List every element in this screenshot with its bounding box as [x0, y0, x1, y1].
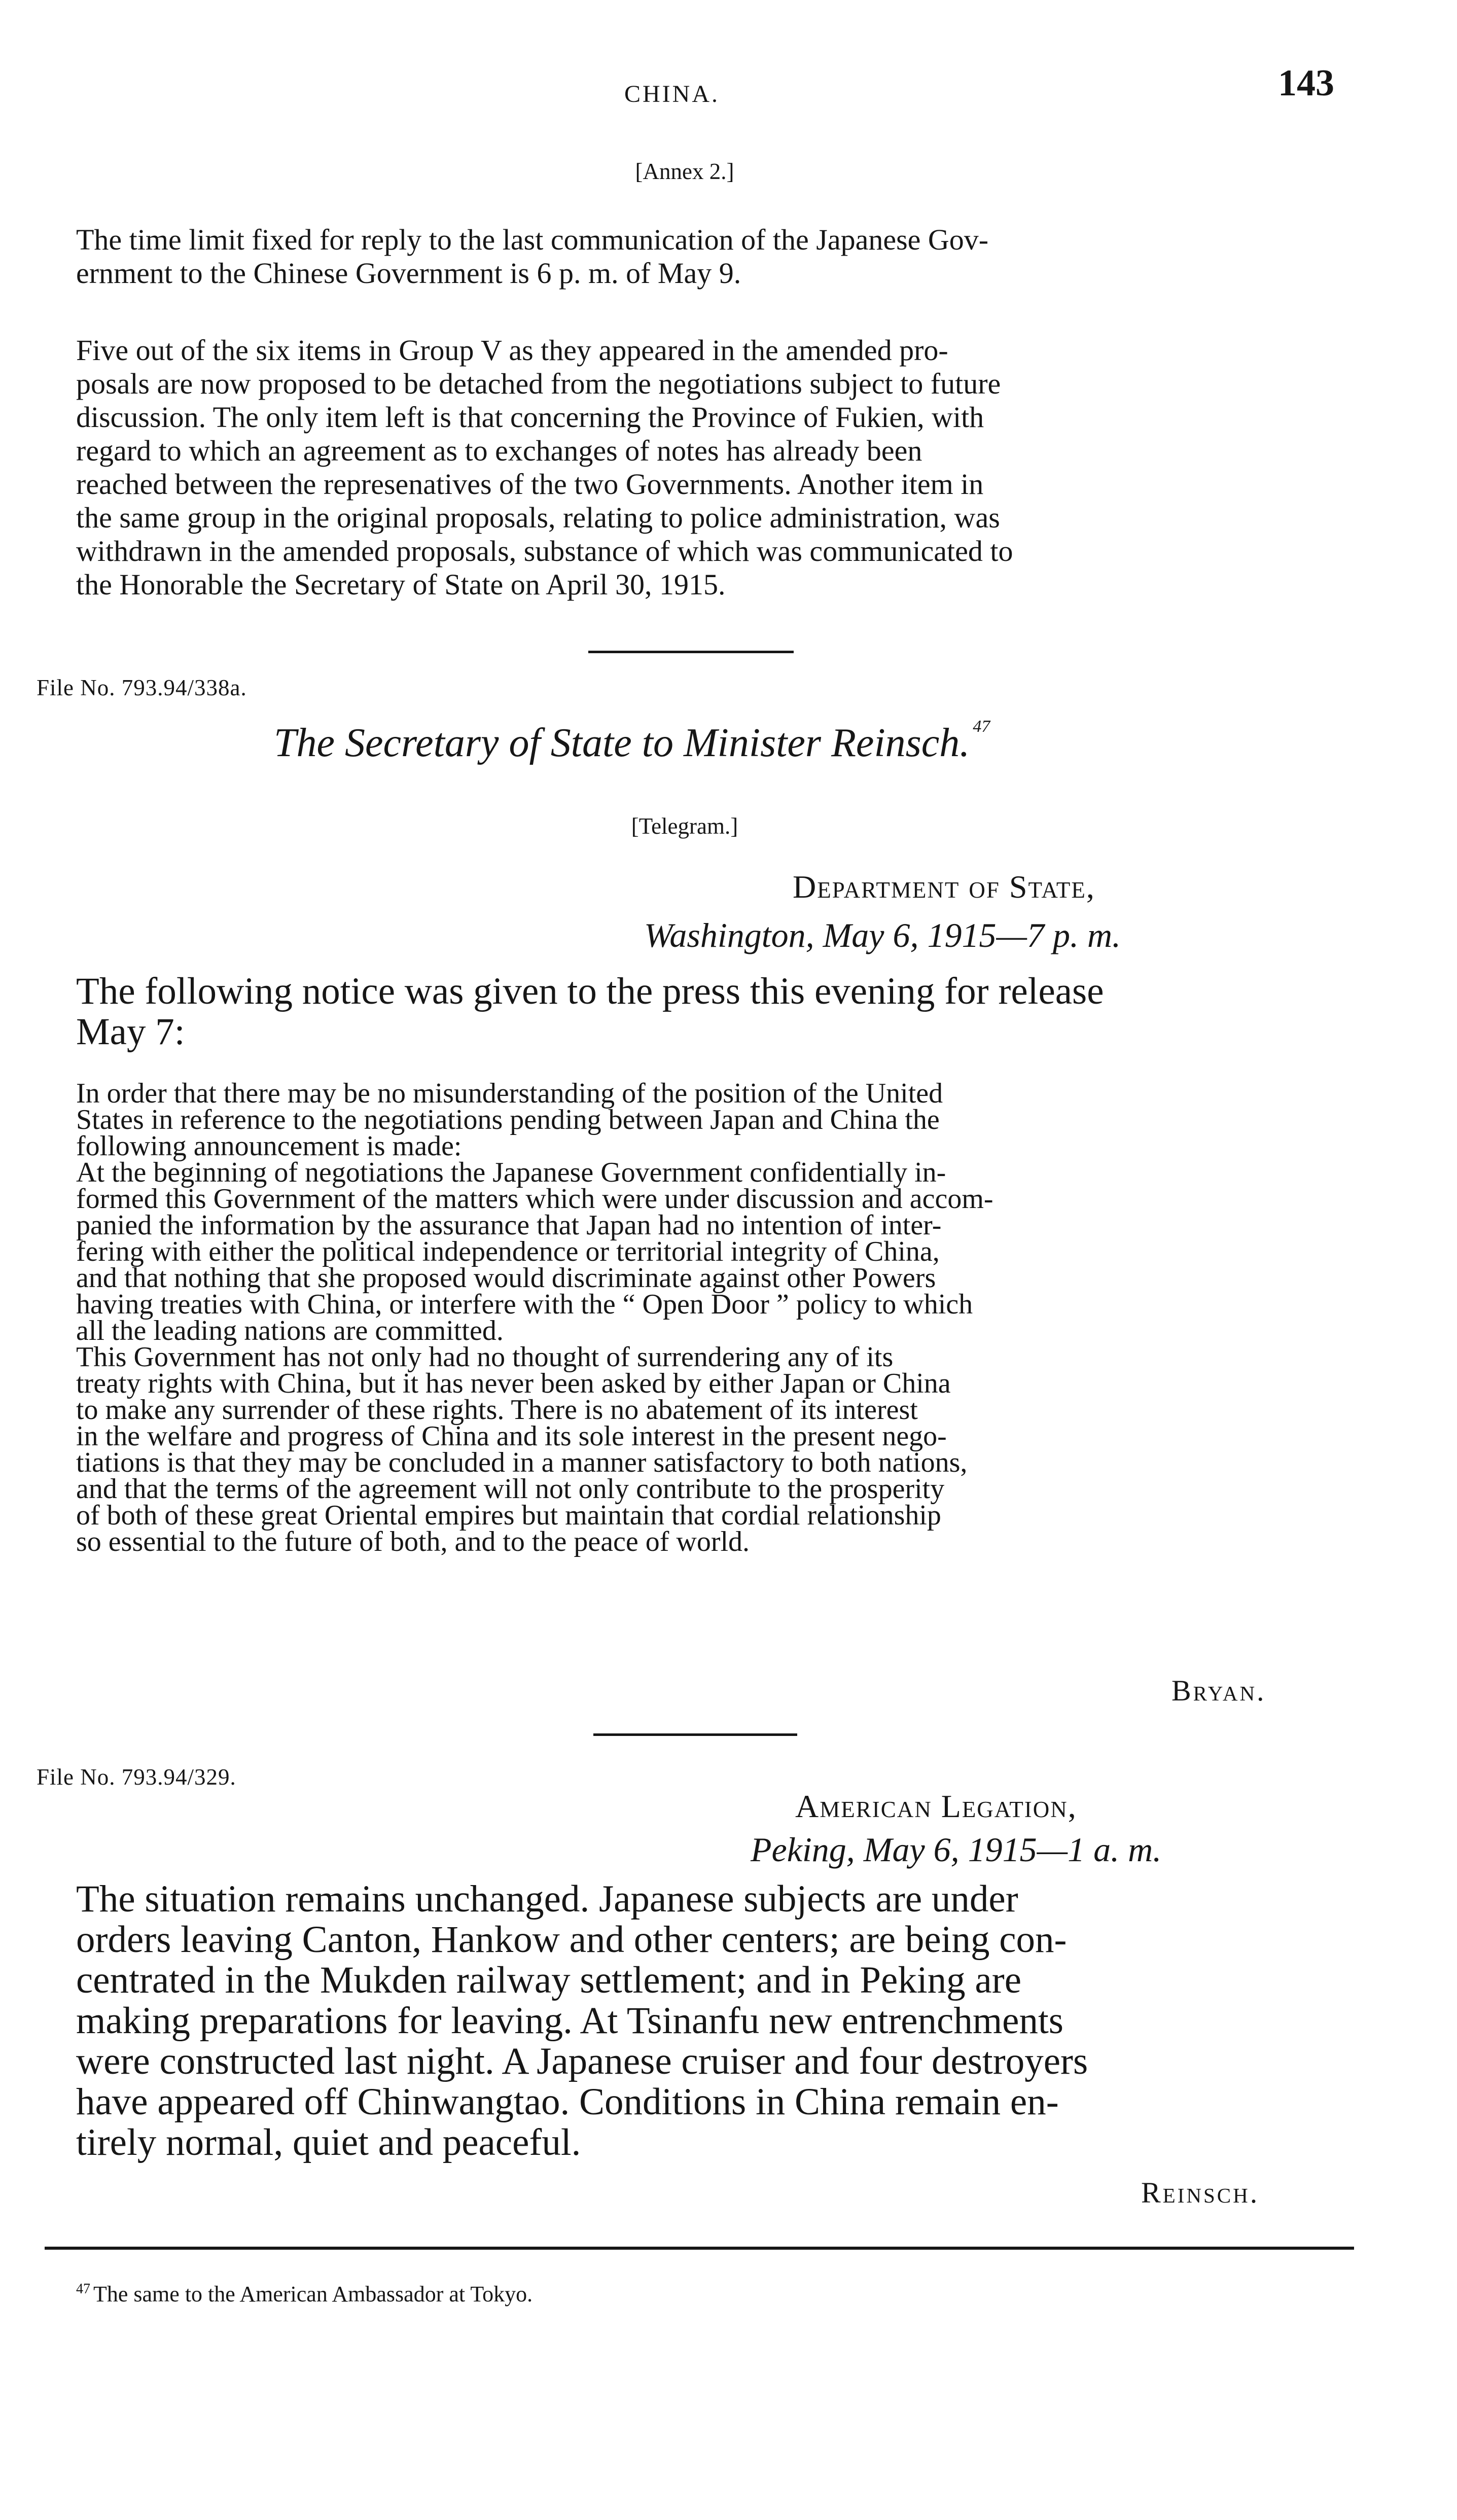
text-line: following announcement is made: — [76, 1130, 462, 1162]
annex-paragraph-2 — [76, 334, 1354, 601]
file-number: File No. 793.94/329. — [37, 1764, 236, 1790]
signature: Reinsch. — [1141, 2176, 1260, 2209]
text-line: The time limit fixed for reply to the last communication of the Japanese Gov- — [76, 223, 989, 256]
text-line: to make any surrender of these rights. There is no abatement of its interest — [76, 1394, 918, 1426]
text-line: ernment to the Chinese Government is 6 p. m. of May 9. — [76, 257, 741, 290]
text-line: formed this Government of the matters which were under discussion and accom- — [76, 1183, 993, 1215]
footnote-divider — [45, 2247, 1354, 2250]
telegram-label: [Telegram.] — [631, 813, 738, 839]
running-header: CHINA. — [624, 81, 720, 108]
text-line: the Honorable the Secretary of State on April 30, 1915. — [76, 568, 726, 601]
text-line: regard to which an agreement as to exchanges of notes has already been — [76, 434, 922, 467]
document-title-text: The Secretary of State to Minister Reinsch. — [274, 721, 970, 765]
text-line: The situation remains unchanged. Japanese subjects are under — [76, 1878, 1018, 1920]
department-heading: Department of State, — [793, 869, 1095, 905]
text-line: States in reference to the negotiations pending between Japan and China the — [76, 1104, 940, 1135]
text-line: This Government has not only had no thought of surrendering any of its — [76, 1341, 894, 1373]
text-line: May 7: — [76, 1011, 185, 1053]
footnote-mark: 47 — [76, 2281, 90, 2297]
text-line: were constructed last night. A Japanese cruiser and four destroyers — [76, 2040, 1088, 2082]
text-line: all the leading nations are committed. — [76, 1315, 504, 1346]
text-line: reached between the represenatives of the two Governments. Another item in — [76, 468, 984, 501]
signature: Bryan. — [1171, 1674, 1266, 1707]
text-line: having treaties with China, or interfere with the “ Open Door ” policy to which — [76, 1289, 973, 1320]
annex-paragraph-1 — [76, 223, 1354, 290]
text-line: tiations is that they may be concluded in a manner satisfactory to both nations, — [76, 1447, 968, 1478]
text-line: and that the terms of the agreement will not only contribute to the prosperity — [76, 1473, 945, 1505]
text-line: making preparations for leaving. At Tsinanfu new entrenchments — [76, 2000, 1063, 2042]
press-notice — [76, 1080, 1354, 1555]
telegram-body — [76, 1879, 1354, 2163]
text-line: the same group in the original proposals, relating to police administration, was — [76, 501, 1000, 534]
text-line: The following notice was given to the press this evening for release — [76, 970, 1104, 1012]
text-line: panied the information by the assurance that Japan had no intention of inter- — [76, 1210, 942, 1241]
text-line: At the beginning of negotiations the Japanese Government confidentially in- — [76, 1157, 946, 1188]
text-line: fering with either the political independence or territorial integrity of China, — [76, 1236, 940, 1267]
dateline: Peking, May 6, 1915—1 a. m. — [751, 1830, 1162, 1869]
text-line: withdrawn in the amended proposals, substance of which was communicated to — [76, 535, 1013, 567]
text-line: discussion. The only item left is that concerning the Province of Fukien, with — [76, 401, 984, 434]
intro-paragraph — [76, 971, 1354, 1052]
document-title — [274, 717, 990, 766]
text-line: Five out of the six items in Group V as they appeared in the amended pro- — [76, 334, 948, 367]
text-line: treaty rights with China, but it has never been asked by either Japan or China — [76, 1368, 951, 1399]
text-line: centrated in the Mukden railway settlement; and in Peking are — [76, 1959, 1021, 2001]
legation-heading: American Legation, — [795, 1788, 1077, 1824]
dateline: Washington, May 6, 1915—7 p. m. — [644, 916, 1121, 954]
text-line: have appeared off Chinwangtao. Conditions in China remain en- — [76, 2081, 1059, 2123]
text-line: in the welfare and progress of China and its sole interest in the present nego- — [76, 1421, 947, 1452]
text-line: of both of these great Oriental empires but maintain that cordial relationship — [76, 1500, 941, 1531]
text-line: posals are now proposed to be detached from the negotiations subject to future — [76, 367, 1001, 400]
section-divider — [593, 1733, 797, 1736]
footnote — [76, 2281, 532, 2307]
text-line: orders leaving Canton, Hankow and other centers; are being con- — [76, 1919, 1067, 1961]
text-line: tirely normal, quiet and peaceful. — [76, 2121, 581, 2163]
file-number: File No. 793.94/338a. — [37, 675, 247, 700]
footnote-text: The same to the American Ambassador at Tokyo. — [93, 2282, 533, 2306]
annex-label: [Annex 2.] — [635, 159, 734, 184]
page-number: 143 — [1278, 62, 1334, 104]
text-line: so essential to the future of both, and to the peace of world. — [76, 1526, 750, 1557]
text-line: In order that there may be no misunderstanding of the position of the United — [76, 1078, 943, 1109]
text-line: and that nothing that she proposed would discriminate against other Powers — [76, 1262, 936, 1294]
section-divider — [588, 651, 794, 653]
footnote-reference: 47 — [973, 717, 990, 736]
